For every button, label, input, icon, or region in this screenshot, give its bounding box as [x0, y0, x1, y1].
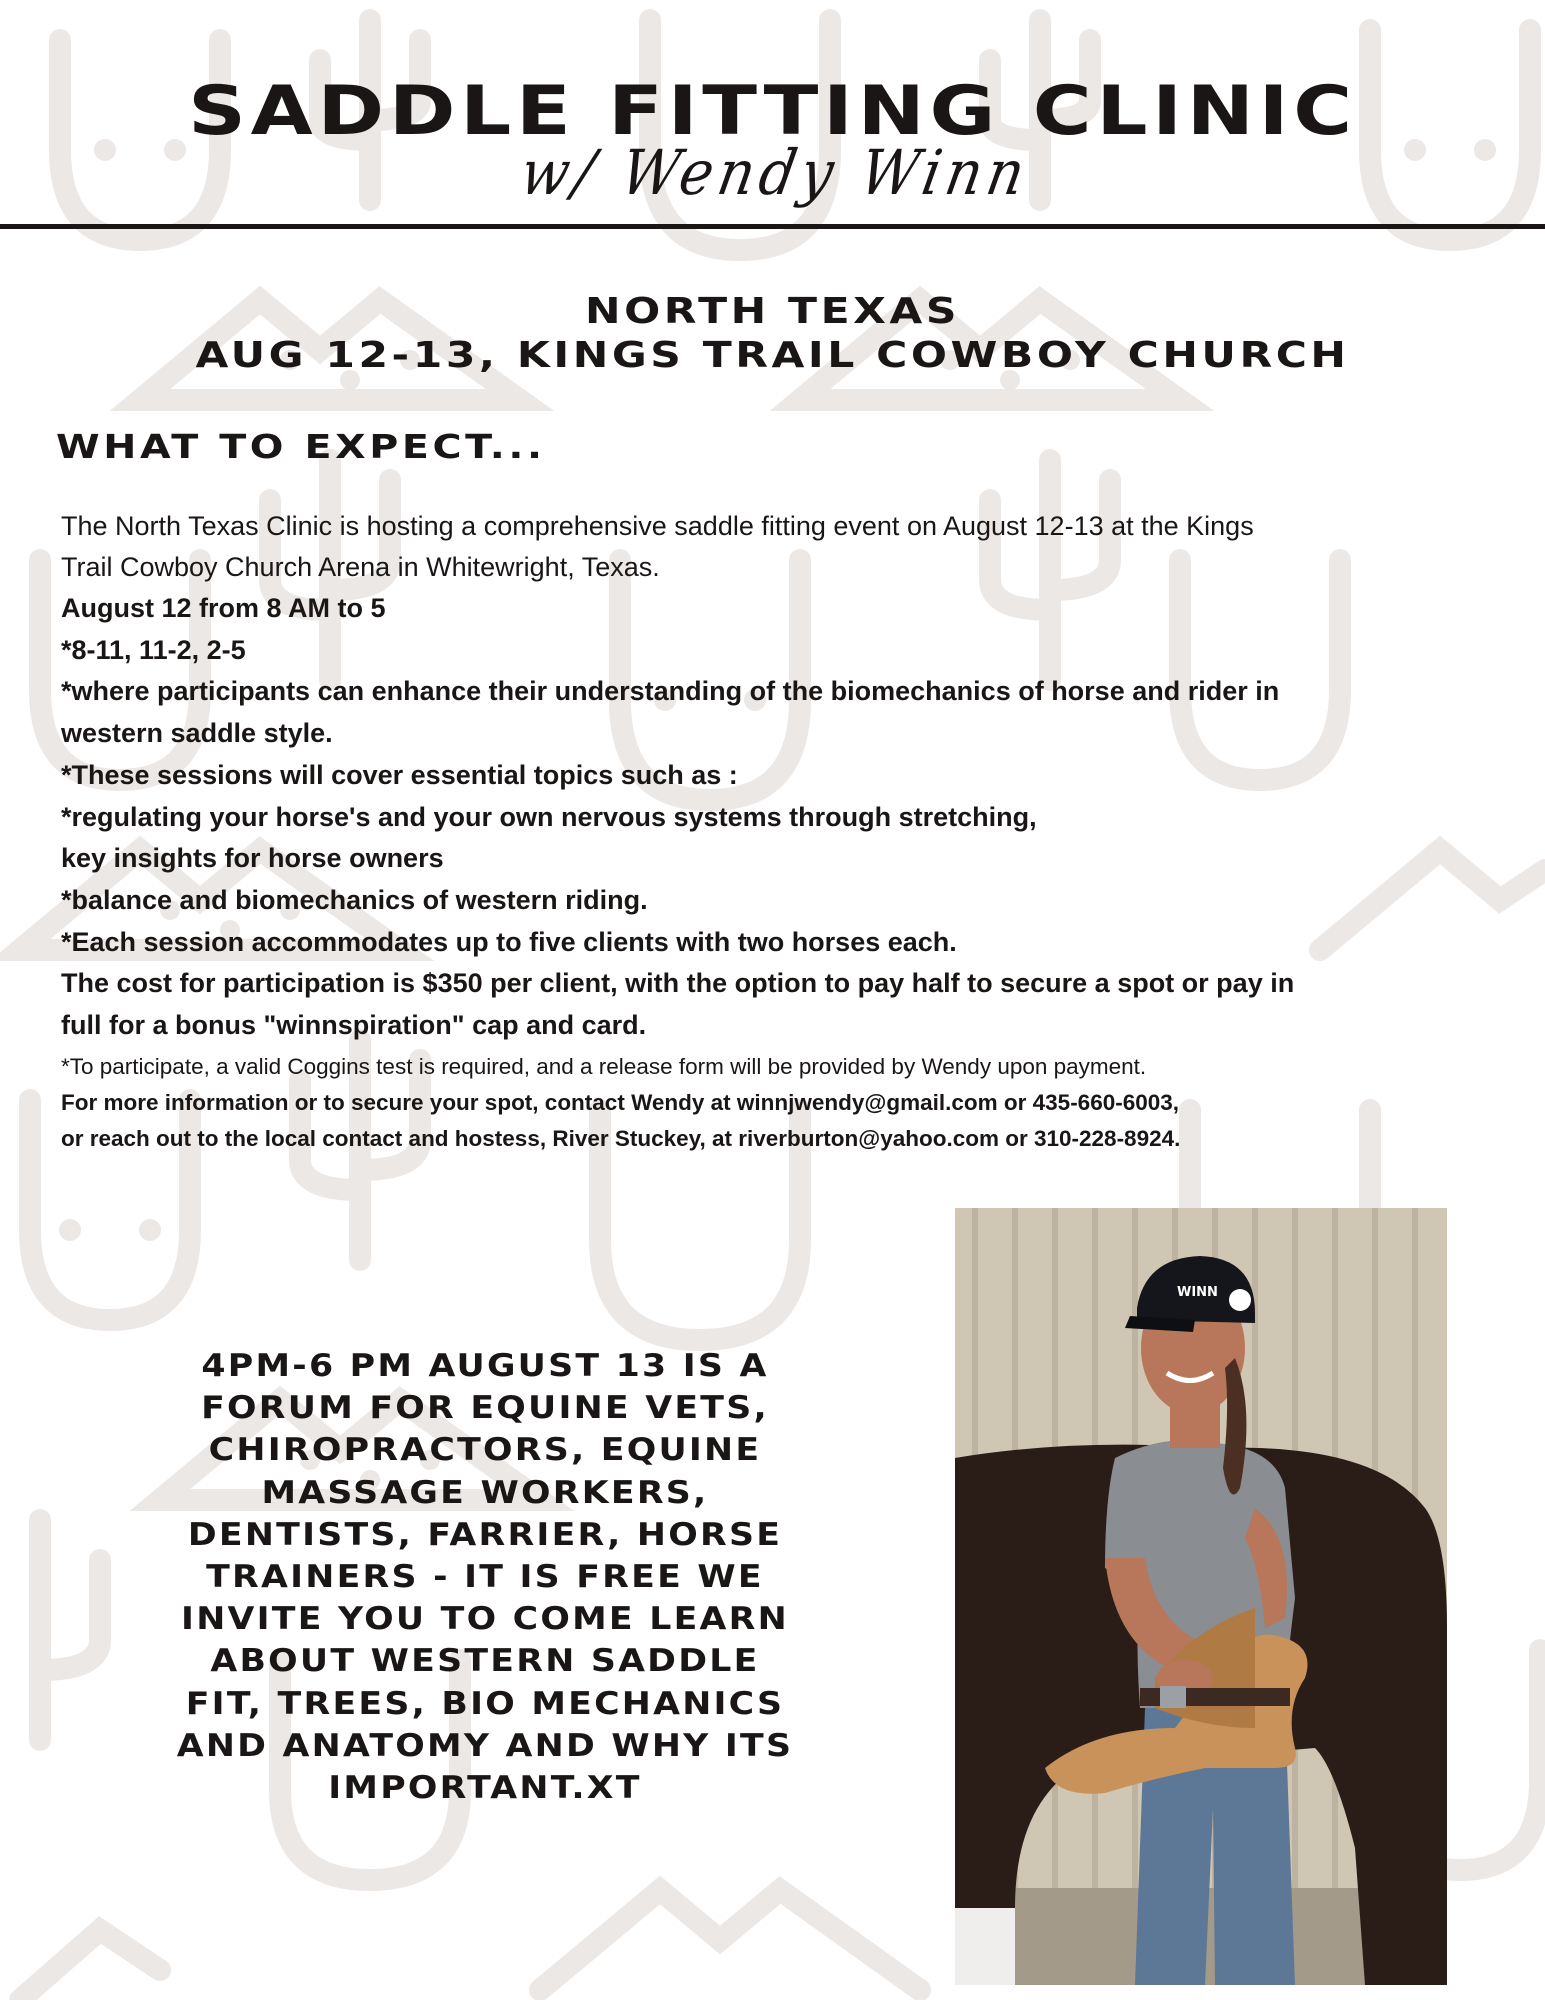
- forum-line: IMPORTANT.XT: [328, 1770, 642, 1807]
- host-photo: [955, 1208, 1447, 1985]
- forum-line: 4PM-6 PM AUGUST 13 IS A: [201, 1348, 769, 1384]
- details-line: *where participants can enhance their understanding of the biomechanics of horse and rider in: [61, 676, 1280, 707]
- header-divider: [0, 224, 1545, 229]
- details-line: *regulating your horse's and your own nervous systems through stretching,: [61, 801, 1037, 832]
- details-line: August 12 from 8 AM to 5: [61, 593, 386, 623]
- details-line: *balance and biomechanics of western riding.: [61, 884, 648, 915]
- contact-line: or reach out to the local contact and hostess, River Stuckey, at riverburton@yahoo.com or 310-228-8924.: [61, 1125, 1181, 1151]
- clinic-title: SADDLE FITTING CLINIC: [188, 72, 1357, 151]
- intro-line: The North Texas Clinic is hosting a comprehensive saddle fitting event on August 12-13 at the Kings: [61, 511, 1254, 541]
- forum-line: AND ANATOMY AND WHY ITS: [176, 1727, 794, 1764]
- contact-line: For more information or to secure your spot, contact Wendy at winnjwendy@gmail.com or 435-660-6003,: [61, 1089, 1180, 1115]
- what-to-expect-heading: WHAT TO EXPECT...: [56, 427, 546, 466]
- intro-line: Trail Cowboy Church Arena in Whitewright, Texas.: [61, 552, 660, 582]
- forum-line: CHIROPRACTORS, EQUINE: [208, 1432, 762, 1469]
- forum-announcement: [70, 1345, 900, 1809]
- details-line: *These sessions will cover essential topics such as :: [61, 759, 738, 790]
- forum-line: FORUM FOR EQUINE VETS,: [201, 1390, 769, 1427]
- host-signature: w/ Wendy Winn: [515, 136, 1036, 209]
- forum-line: DENTISTS, FARRIER, HORSE: [187, 1516, 783, 1553]
- coggins-note: *To participate, a valid Coggins test is required, and a release form will be provided by Wendy upon payment.: [61, 1053, 1147, 1079]
- details-line: key insights for horse owners: [61, 843, 444, 874]
- cap-logo: WINN: [1177, 1285, 1218, 1300]
- details-line: full for a bonus "winnspiration" cap and card.: [61, 1010, 647, 1041]
- details-line: *8-11, 11-2, 2-5: [61, 634, 246, 665]
- details-line: *Each session accommodates up to five clients with two horses each.: [61, 926, 957, 957]
- location-dates-venue: AUG 12-13, KINGS TRAIL COWBOY CHURCH: [195, 335, 1350, 376]
- forum-line: ABOUT WESTERN SADDLE: [210, 1643, 760, 1680]
- forum-line: INVITE YOU TO COME LEARN: [181, 1601, 789, 1638]
- forum-line: TRAINERS - IT IS FREE WE: [206, 1559, 764, 1596]
- forum-line: FIT, TREES, BIO MECHANICS: [185, 1685, 785, 1722]
- location-region: NORTH TEXAS: [585, 291, 960, 332]
- details-line: western saddle style.: [61, 718, 333, 749]
- event-details: [61, 506, 1501, 1157]
- details-line: The cost for participation is $350 per client, with the option to pay half to secure a spot or pay in: [61, 968, 1295, 999]
- forum-line: MASSAGE WORKERS,: [261, 1474, 709, 1511]
